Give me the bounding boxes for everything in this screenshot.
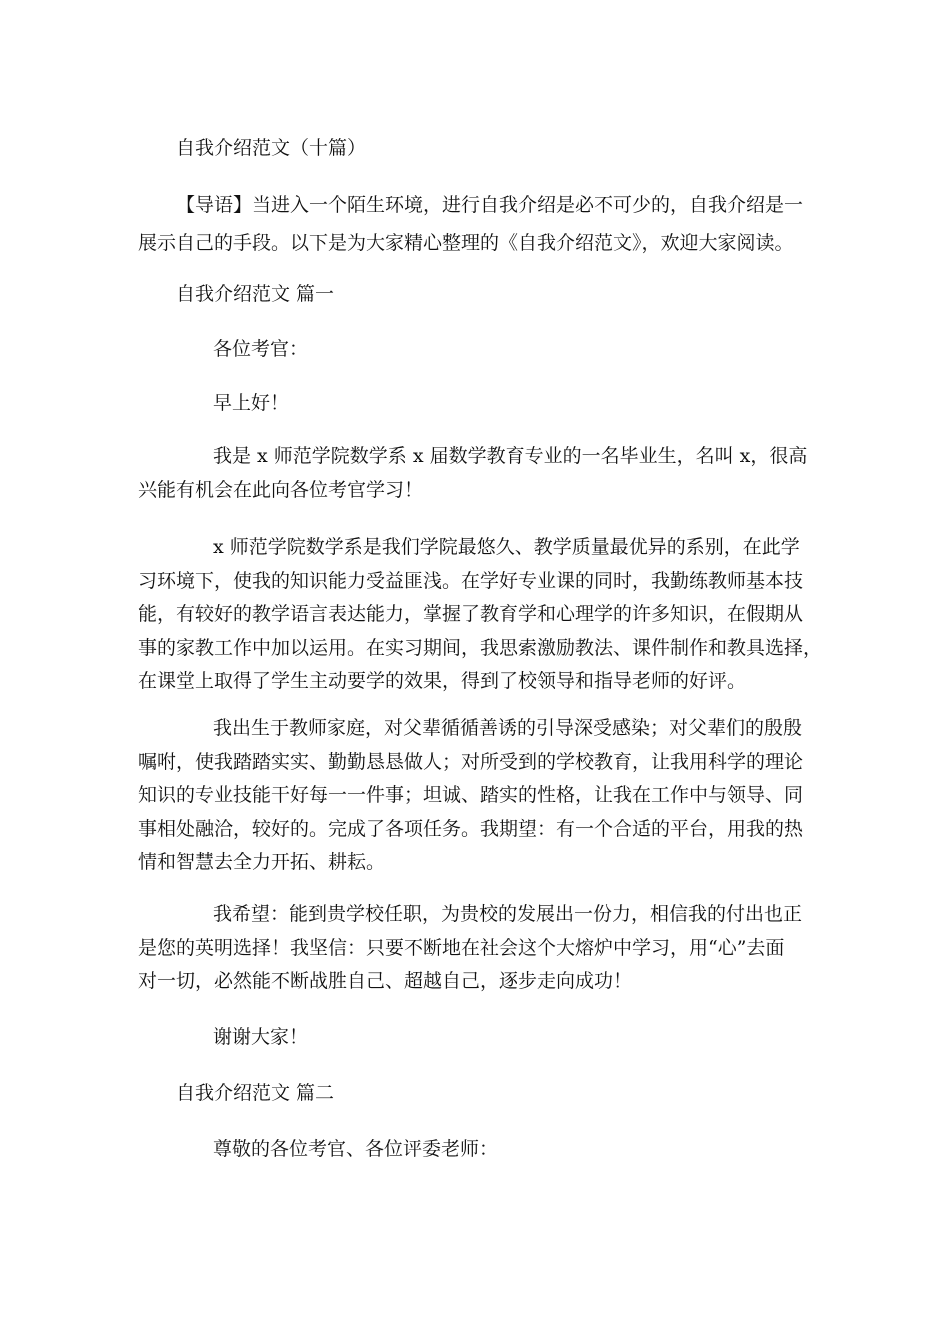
- paragraph-3: [138, 712, 818, 880]
- section-1-greeting: 各位考官：: [213, 338, 309, 360]
- paragraph-line: 情和智慧去全力开拓、耕耘。: [138, 851, 386, 873]
- paragraph-line: 在课堂上取得了学生主动要学的效果，得到了校领导和指导老师的好评。: [138, 670, 747, 692]
- intro-line-1: 【导语】当进入一个陌生环境，进行自我介绍是必不可少的，自我介绍是一: [176, 194, 804, 216]
- paragraph-line: 事的家教工作中加以运用。在实习期间，我思索激励教法、课件制作和教具选择，: [138, 636, 823, 659]
- section-1-heading: 自我介绍范文 篇一: [176, 283, 335, 305]
- paragraph-line: 我希望：能到贵学校任职，为贵校的发展出一份力，相信我的付出也正: [213, 903, 803, 925]
- section-2-heading: 自我介绍范文 篇二: [176, 1082, 335, 1104]
- paragraph-line: 事相处融洽，较好的。完成了各项任务。我期望：有一个合适的平台，用我的热: [138, 817, 804, 840]
- section-1-closing: 谢谢大家！: [213, 1026, 309, 1048]
- paragraph-2: [138, 531, 823, 699]
- document-title: 自我介绍范文（十篇）: [176, 137, 367, 159]
- paragraph-line: 习环境下，使我的知识能力受益匪浅。在学好专业课的同时，我勤练教师基本技: [138, 569, 804, 592]
- section-1-salutation: 早上好！: [213, 392, 290, 414]
- paragraph-line: 我是 x 师范学院数学系 x 届数学教育专业的一名毕业生，名叫 x，很高: [213, 445, 808, 467]
- intro-line-2: 展示自己的手段。以下是为大家精心整理的《自我介绍范文》，欢迎大家阅读。: [138, 232, 794, 254]
- section-2-greeting: 尊敬的各位考官、各位评委老师：: [213, 1138, 499, 1160]
- paragraph-line: 是您的英明选择！我坚信：只要不断地在社会这个大熔炉中学习，用“心”去面: [138, 936, 785, 959]
- paragraph-line: 能，有较好的教学语言表达能力，掌握了教育学和心理学的许多知识，在假期从: [138, 603, 804, 625]
- paragraph-line: 知识的专业技能干好每一一件事；坦诚、踏实的性格，让我在工作中与领导、同: [138, 784, 804, 806]
- paragraph-1: [138, 440, 818, 507]
- paragraph-line: x 师范学院数学系是我们学院最悠久、教学质量最优异的系别，在此学: [213, 536, 800, 558]
- paragraph-line: 嘱咐，使我踏踏实实、勤勤恳恳做人；对所受到的学校教育，让我用科学的理论: [138, 750, 804, 773]
- paragraph-line: 对一切，必然能不断战胜自己、超越自己，逐步走向成功！: [138, 970, 633, 992]
- paragraph-line: 兴能有机会在此向各位考官学习！: [138, 478, 424, 501]
- paragraph-4: [138, 898, 818, 999]
- paragraph-line: 我出生于教师家庭，对父辈循循善诱的引导深受感染；对父辈们的殷殷: [213, 717, 803, 739]
